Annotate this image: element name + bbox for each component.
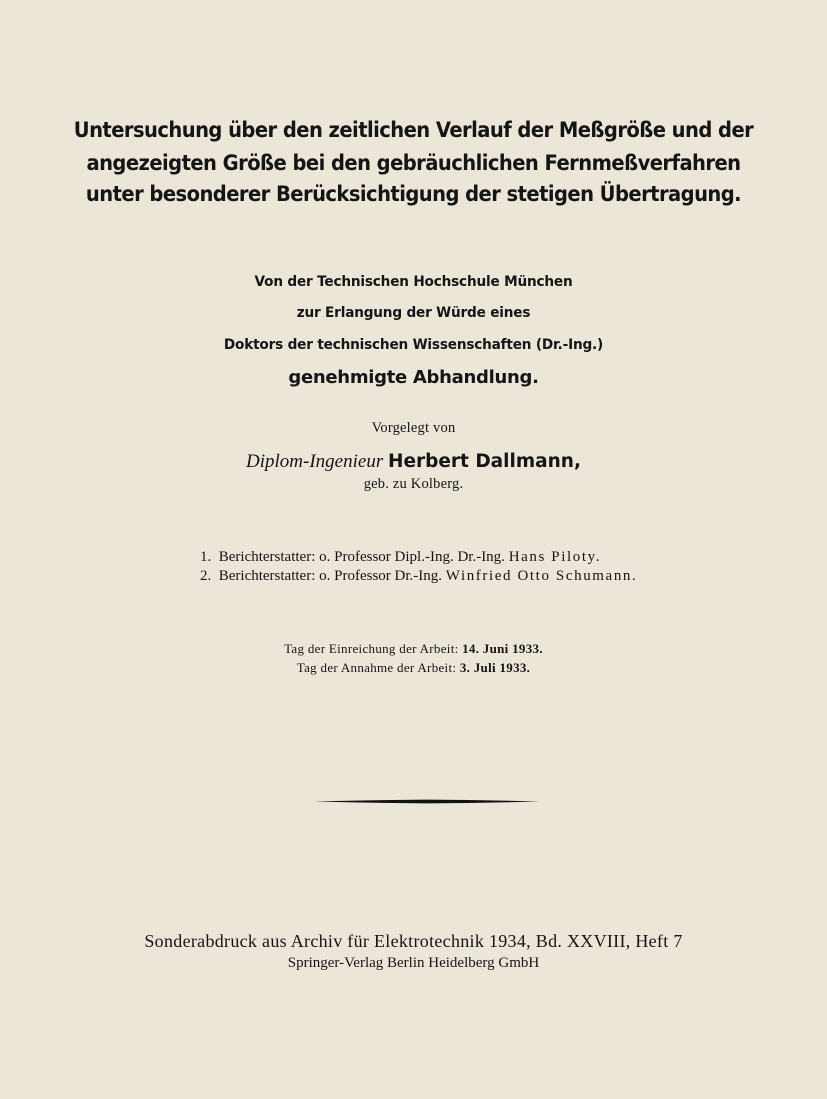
reviewer-row-1 (200, 549, 601, 566)
decorative-rule (314, 799, 540, 804)
approval-line-4: genehmigte Abhandlung. (288, 367, 539, 388)
reviewer-title: o. Professor Dr.-Ing. (319, 568, 443, 584)
author-line (0, 451, 827, 473)
approval-line-1: Von der Technischen Hochschule München (254, 274, 573, 290)
submission-label: Tag der Einreichung der Arbeit: (284, 641, 459, 656)
title-line-3: unter besonderer Berücksichtigung der stetigen Übertragung. (85, 182, 742, 206)
author-birthplace: geb. zu Kolberg. (363, 476, 464, 492)
footer-publisher: Springer-Verlag Berlin Heidelberg GmbH (287, 955, 540, 971)
submitted-by: Vorgelegt von (371, 420, 456, 436)
submission-date: 14. Juni 1933. (462, 641, 543, 656)
reviewer-name: Hans Piloty. (508, 549, 602, 565)
acceptance-label: Tag der Annahme der Arbeit: (296, 660, 457, 675)
reviewer-number: 2. (200, 568, 212, 584)
reviewer-row-2 (200, 568, 637, 585)
author-degree: Diplom-Ingenieur (246, 451, 384, 472)
title-line-1: Untersuchung über den zeitlichen Verlauf der Meßgröße und der (73, 118, 754, 142)
reviewer-title: o. Professor Dipl.-Ing. Dr.-Ing. (319, 549, 505, 565)
approval-line-2: zur Erlangung der Würde eines (296, 305, 531, 321)
reviewer-name: Winfried Otto Schumann. (445, 568, 638, 584)
footer-reprint-note: Sonderabdruck aus Archiv für Elektrotechnik 1934, Bd. XXVIII, Heft 7 (144, 931, 683, 951)
reviewer-role: Berichterstatter: (218, 549, 316, 565)
reviewer-number: 1. (200, 549, 212, 565)
acceptance-date: 3. Juli 1933. (459, 660, 531, 675)
submission-date-line (0, 641, 827, 657)
reviewer-role: Berichterstatter: (218, 568, 316, 584)
title-line-2: angezeigten Größe bei den gebräuchlichen Fernmeßverfahren (86, 151, 741, 175)
acceptance-date-line (0, 660, 827, 676)
author-name: Herbert Dallmann, (387, 451, 581, 472)
approval-line-3: Doktors der technischen Wissenschaften (Dr.-Ing.) (223, 337, 604, 353)
